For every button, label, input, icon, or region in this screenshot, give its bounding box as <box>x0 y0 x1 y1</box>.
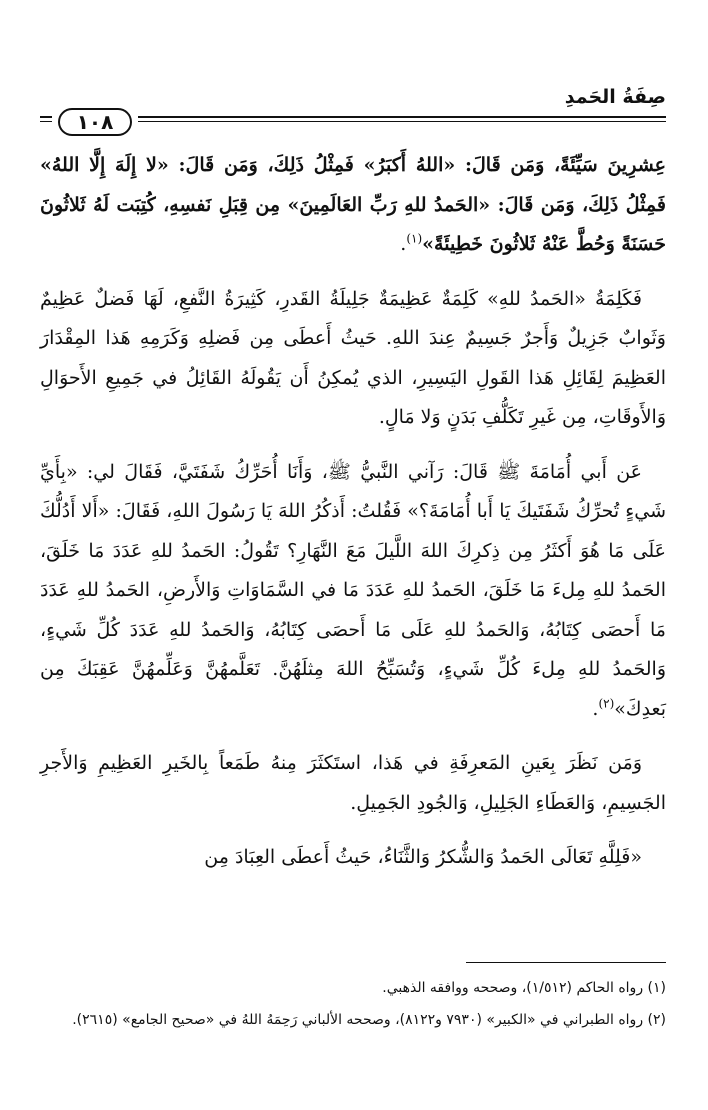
paragraph-3: عَن أَبي أُمَامَةَ ﷺ قَالَ: رَآني النَّبيُّ ﷺ، وَأَنَا أُحَرِّكُ شَفَتَيَّ، فَقَالَ لي: «بِأَيِّ شَيءٍ تُحرِّكُ شَفَتَيكَ يَا أَبا أُمَامَةَ؟» فَقُلتُ: أَذكُرُ اللهَ يَا رَسُولَ اللهِ، فَقَالَ: «أَلا أَدُلُّكَ عَلَى مَا هُوَ أَكثَرُ مِن ذِكرِكَ اللهَ اللَّيلَ مَعَ النَّهَارِ؟ تَقُولُ: الحَمدُ للهِ عَدَدَ مَا خَلَقَ، الحَمدُ للهِ مِلءَ مَا خَلَقَ، الحَمدُ للهِ عَدَدَ مَا في السَّمَاوَاتِ وَالأَرضِ، الحَمدُ للهِ عَدَدَ مَا أَحصَى كِتَابُهُ، وَالحَمدُ للهِ عَلَى مَا أَحصَى كِتَابُهُ، وَالحَمدُ للهِ عَدَدَ كُلِّ شَيءٍ، وَالحَمدُ للهِ مِلءَ كُلِّ شَيءٍ، وَتُسَبِّحُ اللهَ مِثلَهُنَّ. تَعَلَّمهُنَّ وَعَلِّمهُنَّ عَقِبَكَ مِن بَعدِكَ»$^{(٢)}$. <box>40 460 666 720</box>
paragraph-4-text: وَمَن نَظَرَ بِعَينِ المَعرِفَةِ في هَذا، استَكثَرَ مِنهُ طَمَعاً بِالخَيرِ العَظِيمِ وَالأَجرِ الجَسِيمِ، وَالعَطَاءِ الجَلِيلِ، وَالجُودِ الجَمِيلِ. <box>40 752 666 814</box>
page-number-frame <box>52 108 138 136</box>
footnote-1: (١) رواه الحاكم (١/٥١٢)، وصححه ووافقه الذهبي. <box>382 980 666 996</box>
footnote-separator <box>466 962 666 963</box>
page-number: ١٠٨ <box>58 108 132 136</box>
paragraph-4 <box>40 744 666 823</box>
main-text <box>40 146 666 893</box>
paragraph-3-text: عَن أَبي أُمَامَةَ ﷺ قَالَ: رَآني النَّبيُّ ﷺ، وَأَنَا أُحَرِّكُ شَفَتَيَّ، فَقَالَ لي: «بِأَيِّ شَيءٍ تُحرِّكُ شَفَتَيكَ يَا أَبا أُمَامَةَ؟» فَقُلتُ: أَذكُرُ اللهَ يَا رَسُولَ اللهِ، فَقَالَ: «أَلا أَدُلُّكَ عَلَى مَا هُوَ أَكثَرُ مِن ذِكرِكَ اللهَ اللَّيلَ مَعَ النَّهَارِ؟ تَقُولُ: الحَمدُ للهِ عَدَدَ مَا خَلَقَ، الحَمدُ للهِ مِلءَ مَا خَلَقَ، الحَمدُ للهِ عَدَدَ مَا في السَّمَاوَاتِ وَالأَرضِ، الحَمدُ للهِ عَدَدَ مَا أَحصَى كِتَابُهُ، وَالحَمدُ للهِ عَلَى مَا أَحصَى كِتَابُهُ، وَالحَمدُ للهِ عَدَدَ كُلِّ شَيءٍ، وَالحَمدُ للهِ مِلءَ كُلِّ شَيءٍ، وَتُسَبِّحُ اللهَ مِثلَهُنَّ. تَعَلَّمهُنَّ وَعَلِّمهُنَّ عَقِبَكَ مِن بَعدِكَ» <box>40 460 666 720</box>
footnote-ref-2: (٢) <box>598 696 615 711</box>
footnotes <box>40 974 666 1038</box>
footnote-2: (٢) رواه الطبراني في «الكبير» (٧٩٣٠ و٨١٢٢)، وصححه الألباني رَحِمَهُ اللهُ في «صحيح الجامع» (٢٦١٥). <box>72 1012 666 1028</box>
footnote-ref-1: (١) <box>406 231 423 246</box>
paragraph-5-text: «فَلِلَّهِ تَعَالَى الحَمدُ وَالشُّكرُ وَالثَّنَاءُ، حَيثُ أَعطَى العِبَادَ مِن <box>204 846 642 868</box>
paragraph-2-text: فَكَلِمَةُ «الحَمدُ للهِ» كَلِمَةٌ عَظِيمَةٌ جَلِيلَةُ القَدرِ، كَثِيرَةُ النَّفعِ، لَهَا فَضلٌ عَظِيمٌ وَثَوابٌ جَزِيلٌ وَأَجرٌ جَسِيمٌ عِندَ اللهِ. حَيثُ أَعطَى مِن فَضلِهِ وَكَرَمِهِ هَذا المِقْدَارَ العَظِيمَ لِقَائِلِ هَذا القَولِ اليَسِيرِ، الذي يُمكِنُ أَن يَقُولَهُ القَائِلُ في جَمِيعِ الأَحوَالِ وَالأَوقَاتِ، مِن غَيرِ تَكَلُّفِ بَدَنٍ وَلا مَالٍ. <box>40 287 666 428</box>
running-header-title: صِفَةُ الحَمدِ <box>564 86 666 108</box>
paragraph-1: عِشرِينَ سَيِّئَةً، وَمَن قَالَ: «اللهُ أَكبَرُ» فَمِثْلُ ذَلِكَ، وَمَن قَالَ: «لا إِلَهَ إِلَّا اللهُ» فَمِثْلُ ذَلِكَ، وَمَن قَالَ: «الحَمدُ للهِ رَبِّ العَالَمِينَ» مِن قِبَلِ نَفسِهِ، كُتِبَت لَهُ ثَلاثُونَ حَسَنَةً وَحُطَّ عَنْهُ ثَلاثُونَ خَطِيئَةً»$^{(١)}$. <box>40 154 666 255</box>
paragraph-5 <box>40 838 666 878</box>
paragraph-1-text: عِشرِينَ سَيِّئَةً، وَمَن قَالَ: «اللهُ أَكبَرُ» فَمِثْلُ ذَلِكَ، وَمَن قَالَ: «لا إِلَهَ إِلَّا اللهُ» فَمِثْلُ ذَلِكَ، وَمَن قَالَ: «الحَمدُ للهِ رَبِّ العَالَمِينَ» مِن قِبَلِ نَفسِهِ، كُتِبَت لَهُ ثَلاثُونَ حَسَنَةً وَحُطَّ عَنْهُ ثَلاثُونَ خَطِيئَةً» <box>40 154 666 255</box>
paragraph-2 <box>40 280 666 438</box>
